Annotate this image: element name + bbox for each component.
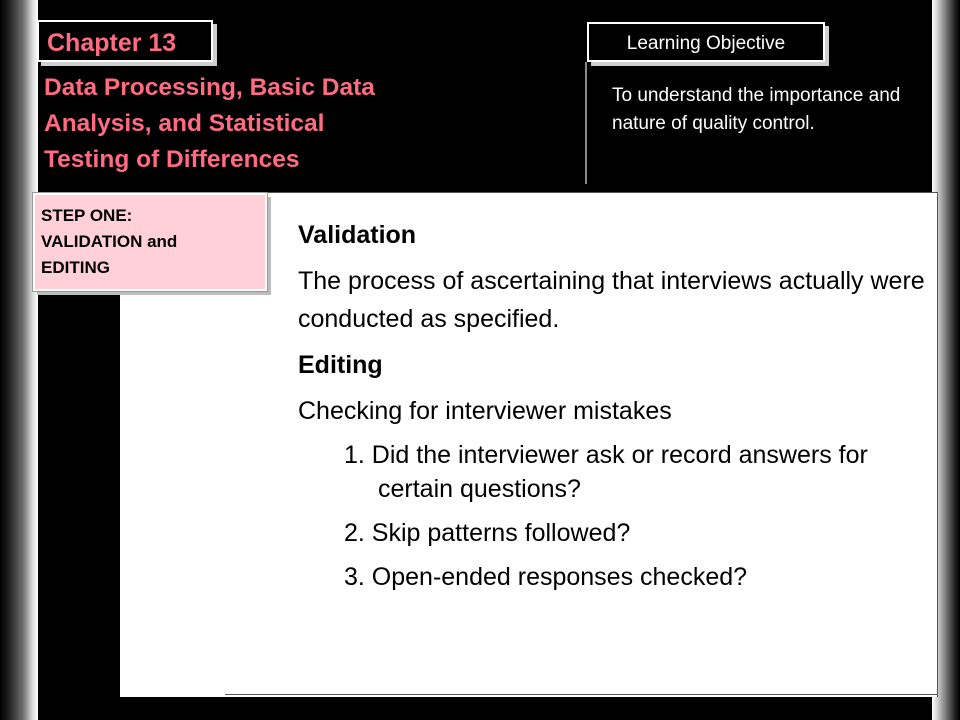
header-divider: [585, 62, 587, 184]
title-line: Data Processing, Basic Data: [44, 74, 375, 101]
title-line: Testing of Differences: [44, 146, 300, 173]
chapter-tab: Chapter 13: [37, 20, 213, 62]
learning-objective-tab: Learning Objective: [587, 22, 825, 62]
validation-heading: Validation: [298, 221, 417, 249]
checklist-item: 2. Skip patterns followed?: [344, 519, 631, 547]
checklist-item: 3. Open-ended responses checked?: [344, 563, 748, 591]
step-one-box: [33, 193, 267, 291]
editing-definition: Checking for interviewer mistakes: [298, 397, 672, 425]
editing-heading: Editing: [298, 351, 383, 379]
validation-definition: The process of ascertaining that interviews actually were conducted as specified.: [298, 267, 925, 333]
step-box-line: STEP ONE:: [41, 206, 133, 225]
checklist-item: 1. Did the interviewer ask or record answers for certain questions?: [344, 441, 868, 503]
step-box-line: EDITING: [41, 258, 110, 277]
title-line: Analysis, and Statistical: [44, 110, 325, 137]
content-bottom-border: [225, 694, 937, 695]
learning-objective-text: To understand the importance and nature of quality control.: [612, 85, 901, 134]
content-body: [298, 216, 928, 604]
slide-title: [44, 70, 564, 178]
step-box-line: VALIDATION and: [41, 232, 178, 251]
editing-checklist: [344, 438, 928, 594]
left-gradient-bar: [0, 0, 38, 720]
